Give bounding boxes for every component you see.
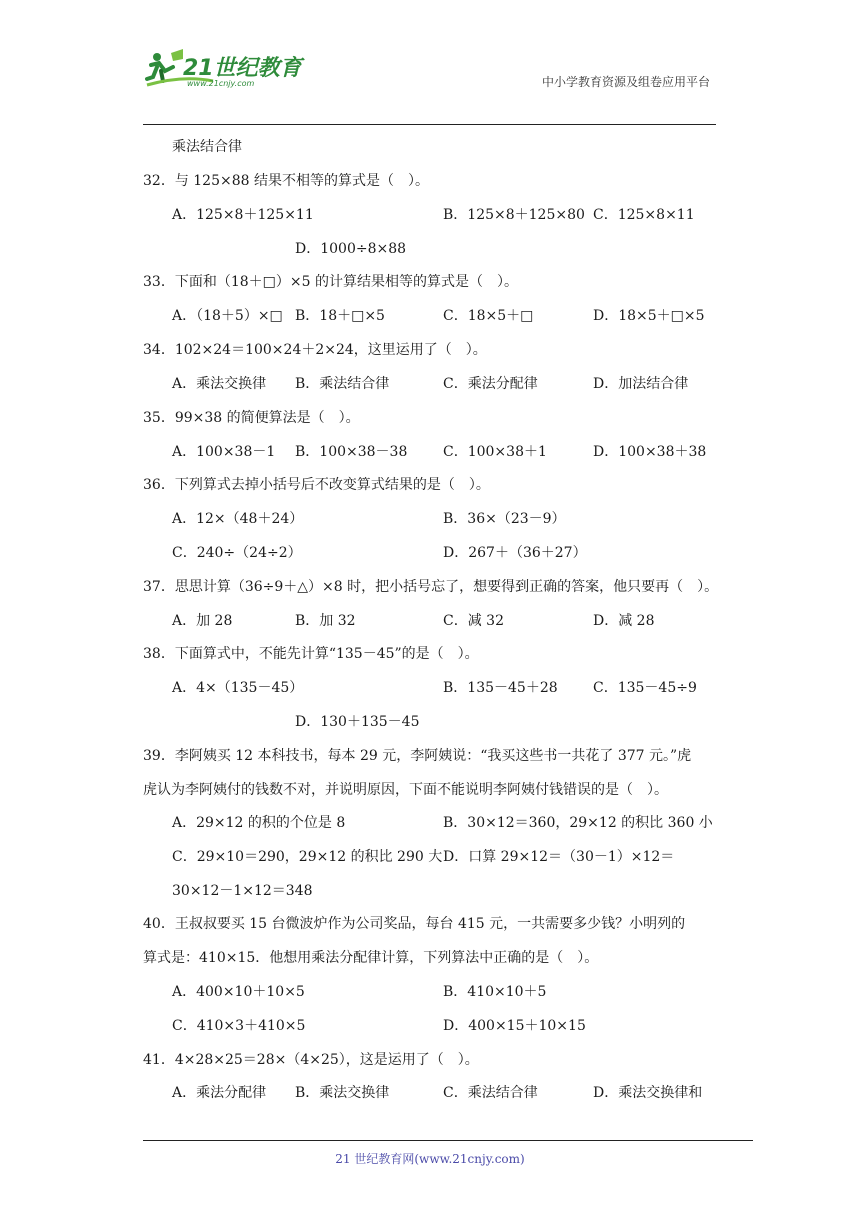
header-divider: [143, 124, 716, 125]
q37-option-c: C．减 32: [443, 613, 504, 629]
q38-option-c: C．135－45÷9: [593, 680, 697, 696]
q40-option-b: B．410×10＋5: [443, 984, 547, 1000]
question-37: 37．思思计算（36÷9＋△）×8 时，把小括号忘了，想要得到正确的答案，他只要再（ ）。: [143, 579, 719, 595]
question-34: 34．102×24＝100×24＋2×24，这里运用了（ ）。: [143, 342, 487, 358]
q35-option-b: B．100×38－38: [295, 444, 408, 460]
q33-option-c: C．18×5＋□: [443, 308, 534, 324]
question-33: 33．下面和（18＋□）×5 的计算结果相等的算式是（ ）。: [143, 274, 518, 290]
question-40-line-2: 算式是：410×15．他想用乘法分配律计算，下列算法中正确的是（ ）。: [143, 950, 599, 966]
question-40-line-1: 40．王叔叔要买 15 台微波炉作为公司奖品，每台 415 元，一共需要多少钱？小明列的: [143, 916, 686, 932]
q32-option-a: A．125×8＋125×11: [172, 207, 314, 223]
question-41: 41．4×28×25＝28×（4×25），这是运用了（ ）。: [143, 1052, 479, 1068]
q35-option-c: C．100×38＋1: [443, 444, 547, 460]
q40-option-a: A．400×10＋10×5: [172, 984, 305, 1000]
q41-option-b: B．乘法交换律: [295, 1085, 390, 1101]
footer-link[interactable]: 21 世纪教育网(www.21cnjy.com): [335, 1152, 525, 1166]
question-39-line-2: 虎认为李阿姨付的钱数不对，并说明原因，下面不能说明李阿姨付钱错误的是（ ）。: [143, 782, 668, 798]
question-35: 35．99×38 的简便算法是（ ）。: [143, 410, 360, 426]
q37-option-a: A．加 28: [172, 613, 233, 629]
q36-option-a: A．12×（48＋24）: [172, 511, 304, 527]
site-logo: [143, 45, 313, 93]
platform-name: 中小学教育资源及组卷应用平台: [541, 75, 710, 89]
q37-option-b: B．加 32: [295, 613, 356, 629]
q33-option-a: A．（18＋5）×□: [172, 308, 283, 324]
q39-option-c: C．29×10＝290，29×12 的积比 290 大: [172, 849, 443, 865]
q39-option-d: D．口算 29×12＝（30－1）×12＝: [443, 849, 675, 865]
q36-option-b: B．36×（23－9）: [443, 511, 566, 527]
logo-url: www.21cnjy.com: [187, 79, 255, 88]
q41-option-a: A．乘法分配律: [172, 1085, 267, 1101]
q40-option-c: C．410×3＋410×5: [172, 1018, 306, 1034]
question-32: 32．与 125×88 结果不相等的算式是（ ）。: [143, 173, 429, 189]
q41-option-c: C．乘法结合律: [443, 1085, 538, 1101]
q34-option-c: C．乘法分配律: [443, 376, 538, 392]
footer-divider: [143, 1140, 753, 1141]
q38-option-b: B．135－45＋28: [443, 680, 558, 696]
q34-option-a: A．乘法交换律: [172, 376, 267, 392]
q39-option-a: A．29×12 的积的个位是 8: [172, 815, 346, 831]
q32-option-d: D．1000÷8×88: [295, 241, 407, 257]
q33-option-d: D．18×5＋□×5: [593, 308, 705, 324]
q37-option-d: D．减 28: [593, 613, 655, 629]
q41-option-d: D．乘法交换律和: [593, 1085, 703, 1101]
q34-option-b: B．乘法结合律: [295, 376, 390, 392]
q34-option-d: D．加法结合律: [593, 376, 689, 392]
question-36: 36．下列算式去掉小括号后不改变算式结果的是（ ）。: [143, 477, 490, 493]
logo-text: 21世纪教育: [183, 56, 302, 81]
q36-option-d: D．267＋（36＋27）: [443, 545, 587, 561]
q39-option-b: B．30×12＝360，29×12 的积比 360 小: [443, 815, 713, 831]
q38-option-d: D．130＋135－45: [295, 714, 420, 730]
q32-option-c: C．125×8×11: [593, 207, 695, 223]
question-39-line-1: 39．李阿姨买 12 本科技书，每本 29 元，李阿姨说：“我买这些书一共花了 377 元。”虎: [143, 748, 692, 764]
q35-option-d: D．100×38＋38: [593, 444, 707, 460]
q36-option-c: C．240÷（24÷2）: [172, 545, 302, 561]
q40-option-d: D．400×15＋10×15: [443, 1018, 586, 1034]
q38-option-a: A．4×（135－45）: [172, 680, 304, 696]
question-38: 38．下面算式中，不能先计算“135－45”的是（ ）。: [143, 646, 479, 662]
q32-option-b: B．125×8＋125×80: [443, 207, 585, 223]
carry-text: 乘法结合律: [172, 139, 242, 155]
q39-option-d-continued: 30×12－1×12＝348: [172, 883, 313, 899]
q35-option-a: A．100×38－1: [172, 444, 276, 460]
q33-option-b: B．18＋□×5: [295, 308, 385, 324]
